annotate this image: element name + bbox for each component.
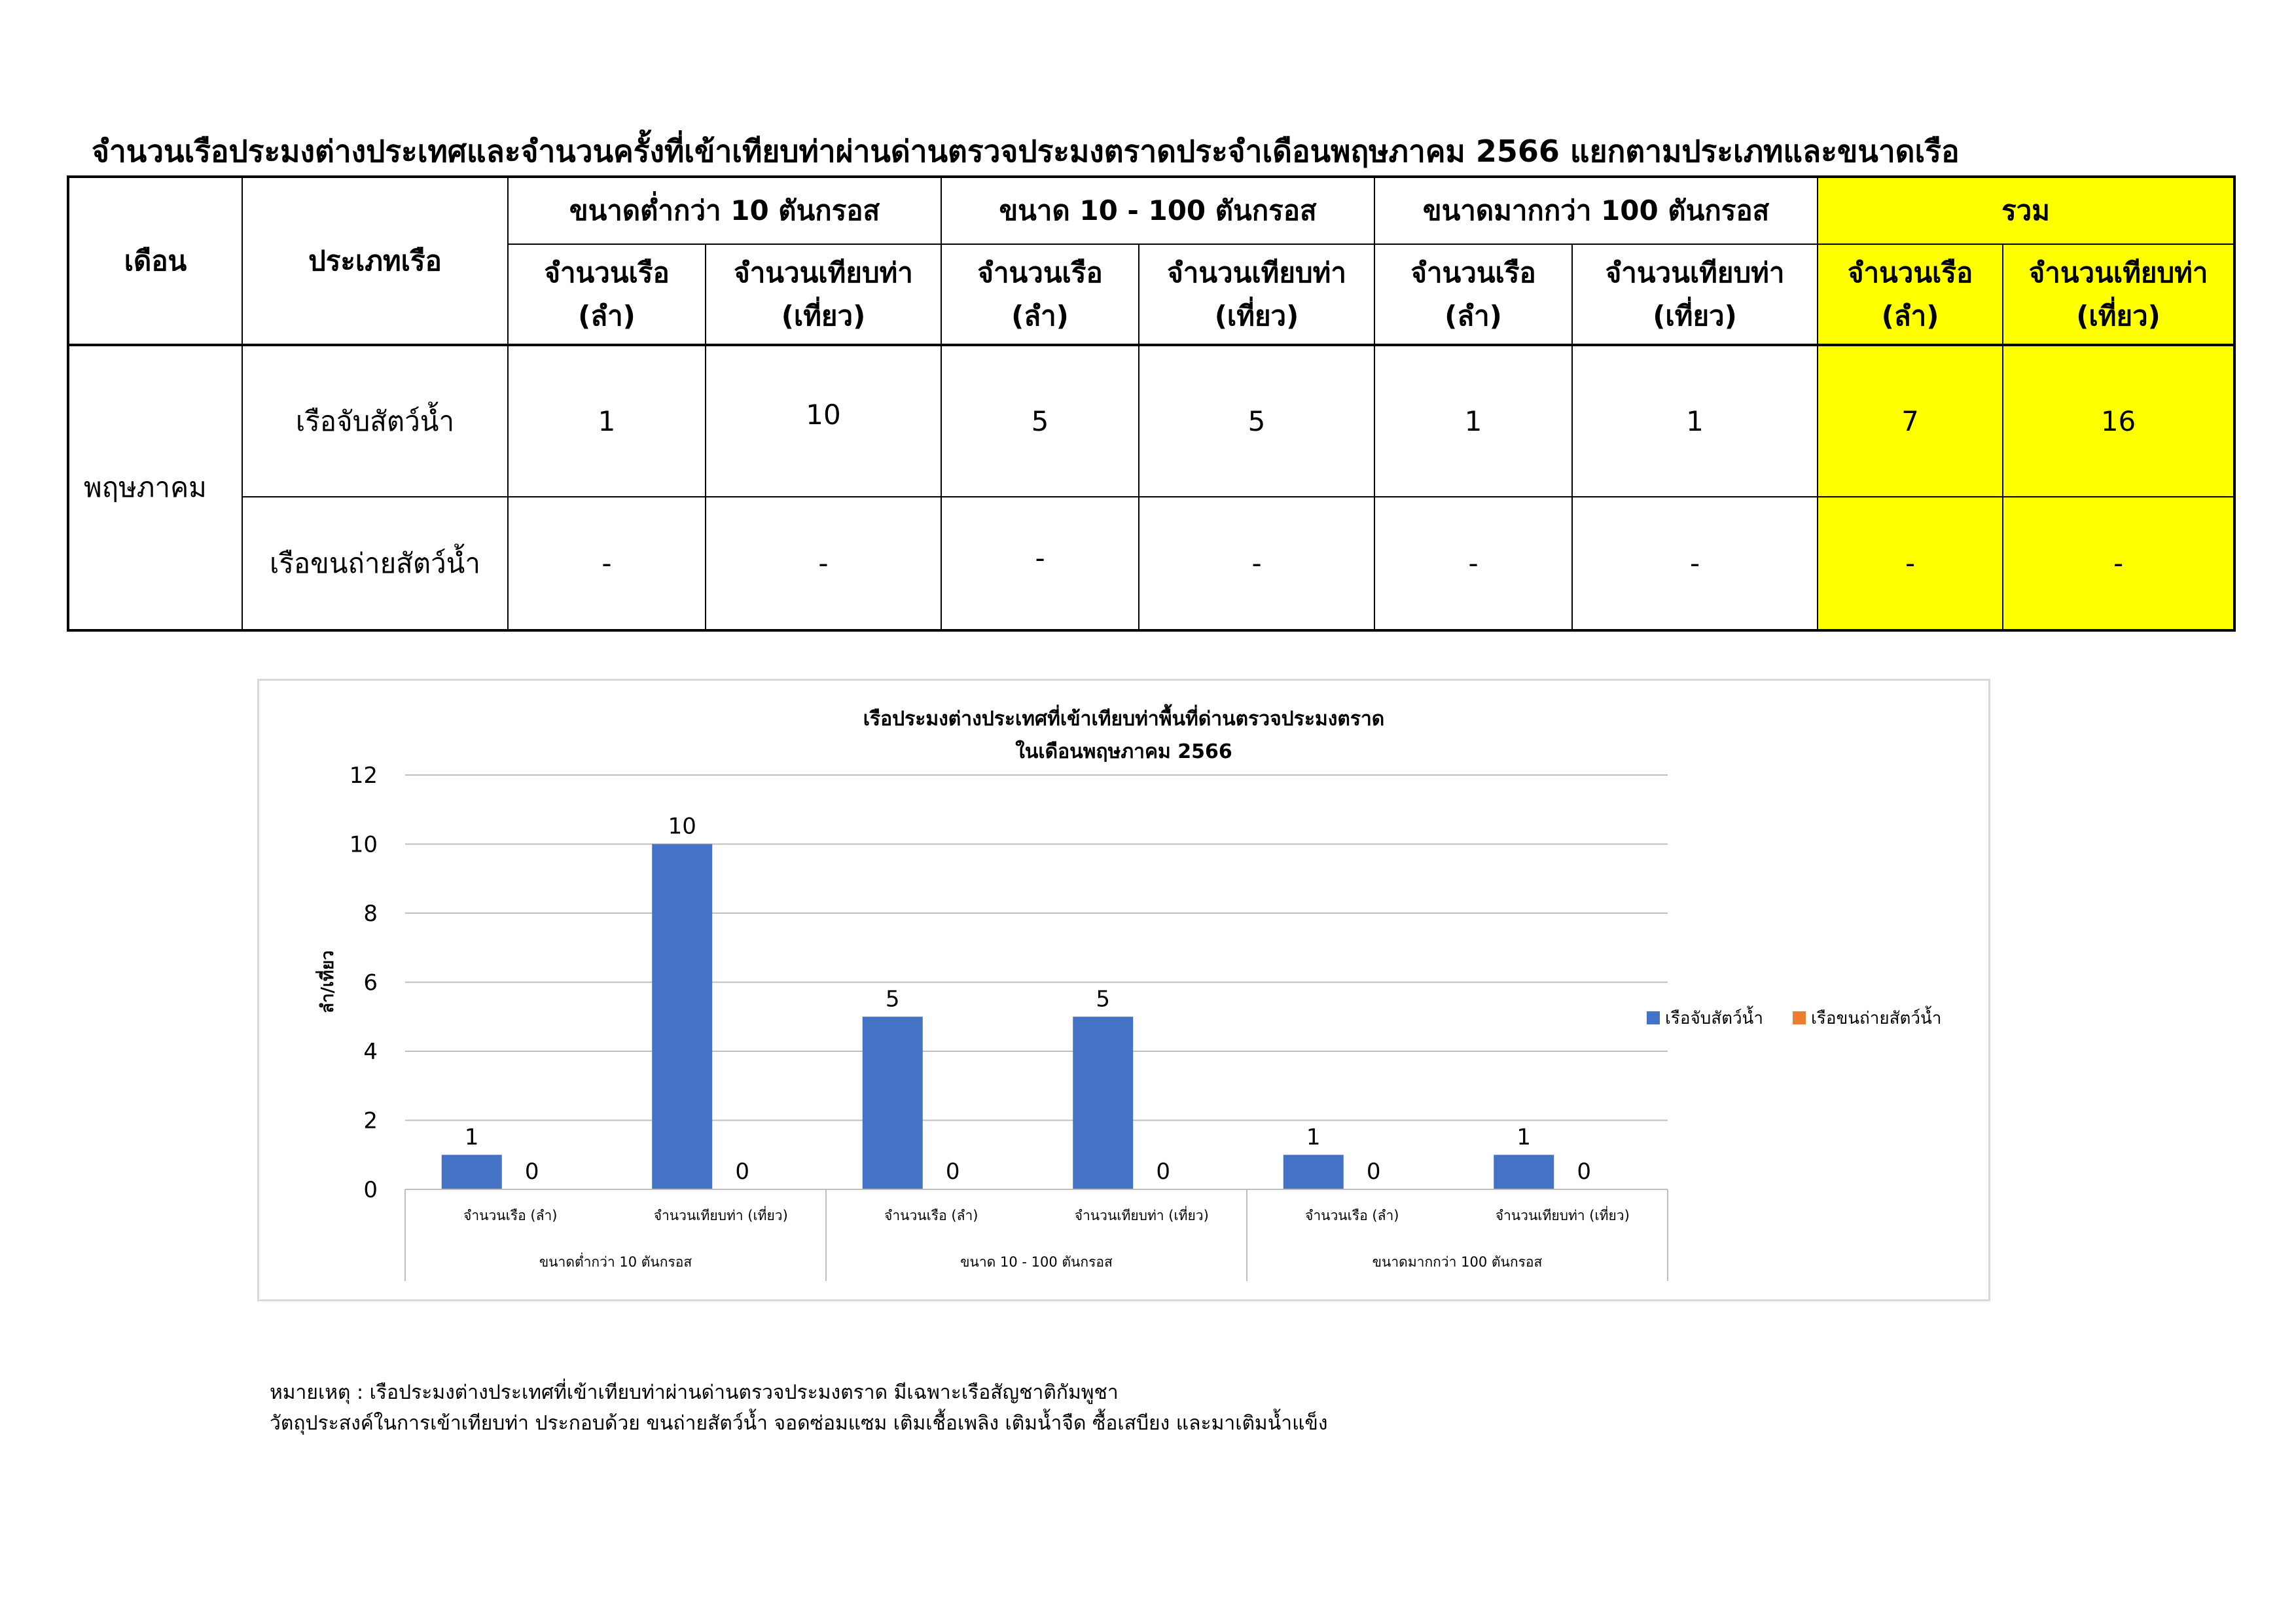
y-tick-label: 0 [363, 1177, 378, 1203]
data-label: 0 [1366, 1159, 1381, 1185]
value-cell: - [1572, 497, 1818, 630]
x-tick-label: จำนวนเรือ (ลำ) [1305, 1208, 1399, 1223]
value-cell: 1 [1374, 345, 1572, 497]
data-label: 5 [885, 986, 900, 1013]
header-trips [1139, 244, 1374, 345]
data-label: 1 [1516, 1124, 1532, 1151]
footnote-line-2: วัตถุประสงค์ในการเข้าเทียบท่า ประกอบด้วย ขนถ่ายสัตว์น้ำ จอดซ่อมแซม เติมเชื้อเพลิง เติมน้ำจืด ซื้อเสบียง และมาเติมน้ำแข็ง [270, 1411, 1328, 1435]
data-label: 0 [1156, 1159, 1171, 1185]
header-boats-unit: (ลำ) [578, 299, 636, 332]
value-cell: 5 [1139, 345, 1374, 497]
value-cell: - [941, 497, 1139, 630]
x-tick-label: จำนวนเรือ (ลำ) [884, 1208, 978, 1223]
table-row [68, 497, 2234, 630]
footnote-line-1: หมายเหตุ : เรือประมงต่างประเทศที่เข้าเทียบท่าผ่านด่านตรวจประมงตราด มีเฉพาะเรือสัญชาติกัมพูชา [270, 1381, 1119, 1404]
header-trips-unit: (เที่ยว) [1653, 299, 1737, 332]
header-boats-label: จำนวนเรือ [544, 257, 670, 289]
y-tick-label: 6 [363, 969, 378, 996]
chart-title: เรือประมงต่างประเทศที่เข้าเทียบท่าพื้นที่ด่านตรวจประมงตราด [863, 708, 1385, 731]
bar-fishing [1283, 1155, 1344, 1189]
header-boats-unit: (ลำ) [1011, 299, 1069, 332]
legend-label: เรือจับสัตว์น้ำ [1665, 1009, 1763, 1028]
chart-frame [257, 679, 1990, 1301]
value-cell: 5 [941, 345, 1139, 497]
bar-fishing [1494, 1155, 1554, 1189]
total-value-cell: - [1818, 497, 2003, 630]
data-label: 1 [464, 1124, 479, 1151]
header-trips-label: จำนวนเทียบท่า [1605, 257, 1785, 289]
y-tick-label: 8 [363, 901, 378, 927]
page-title: จำนวนเรือประมงต่างประเทศและจำนวนครั้งที่เข้าเทียบท่าผ่านด่านตรวจประมงตราดประจำเดือนพฤษภาคม 2566 แยกตามประเภทและขนาดเรือ [92, 134, 1960, 169]
data-label: 0 [735, 1159, 750, 1185]
data-label: 0 [524, 1159, 539, 1185]
header-boats-unit: (ลำ) [1444, 299, 1502, 332]
header-group-10-100: ขนาด 10 - 100 ตันกรอส [941, 177, 1374, 244]
header-boats-label: จำนวนเรือ [1847, 257, 1973, 289]
x-tick-label: จำนวนเทียบท่า (เที่ยว) [653, 1208, 788, 1223]
bar-chart [259, 681, 1988, 1299]
value-cell: 10 [706, 345, 941, 497]
header-total-boats [1818, 244, 2003, 345]
boat-type-cell: เรือจับสัตว์น้ำ [242, 345, 508, 497]
month-cell: พฤษภาคม [68, 345, 242, 630]
x-group-label: ขนาดต่ำกว่า 10 ตันกรอส [539, 1254, 692, 1270]
header-group-under-10: ขนาดต่ำกว่า 10 ตันกรอส [508, 177, 941, 244]
x-group-label: ขนาดมากกว่า 100 ตันกรอส [1372, 1254, 1543, 1270]
header-trips-label: จำนวนเทียบท่า [1167, 257, 1346, 289]
bar-fishing [863, 1017, 923, 1189]
x-tick-label: จำนวนเทียบท่า (เที่ยว) [1074, 1208, 1209, 1223]
value-cell: - [1374, 497, 1572, 630]
x-group-label: ขนาด 10 - 100 ตันกรอส [960, 1254, 1113, 1270]
header-boats [508, 244, 706, 345]
header-boats-unit: (ลำ) [1881, 299, 1939, 332]
total-value-cell: 7 [1818, 345, 2003, 497]
boat-type-cell: เรือขนถ่ายสัตว์น้ำ [242, 497, 508, 630]
header-trips-unit: (เที่ยว) [2076, 299, 2161, 332]
data-label: 1 [1306, 1124, 1321, 1151]
header-month: เดือน [68, 177, 242, 345]
y-tick-label: 4 [363, 1039, 378, 1065]
legend-label: เรือขนถ่ายสัตว์น้ำ [1811, 1009, 1942, 1028]
data-label: 0 [945, 1159, 960, 1185]
total-value-cell: - [2003, 497, 2234, 630]
y-tick-label: 12 [349, 763, 378, 789]
value-cell: - [706, 497, 941, 630]
y-tick-label: 2 [363, 1108, 378, 1134]
value-cell: - [1139, 497, 1374, 630]
x-tick-label: จำนวนเทียบท่า (เที่ยว) [1495, 1208, 1630, 1223]
chart-subtitle: ในเดือนพฤษภาคม 2566 [1015, 740, 1232, 763]
data-label: 0 [1577, 1159, 1592, 1185]
table-row [68, 345, 2234, 497]
footnote [270, 1378, 1328, 1439]
value-cell: - [508, 497, 706, 630]
header-group-total: รวม [1818, 177, 2234, 244]
total-value-cell: 16 [2003, 345, 2234, 497]
value-cell: 1 [1572, 345, 1818, 497]
header-boats [1374, 244, 1572, 345]
summary-table [67, 175, 2236, 632]
header-boats [941, 244, 1139, 345]
header-boats-label: จำนวนเรือ [1410, 257, 1536, 289]
legend-swatch [1793, 1011, 1806, 1024]
header-trips-unit: (เที่ยว) [781, 299, 866, 332]
header-group-over-100: ขนาดมากกว่า 100 ตันกรอส [1374, 177, 1818, 244]
x-tick-label: จำนวนเรือ (ลำ) [463, 1208, 558, 1223]
bar-fishing [1073, 1017, 1133, 1189]
header-trips [1572, 244, 1818, 345]
header-trips [706, 244, 941, 345]
header-trips-label: จำนวนเทียบท่า [2028, 257, 2208, 289]
y-tick-label: 10 [349, 831, 378, 858]
header-trips-unit: (เที่ยว) [1214, 299, 1299, 332]
header-boat-type: ประเภทเรือ [242, 177, 508, 345]
header-trips-label: จำนวนเทียบท่า [734, 257, 913, 289]
header-boats-label: จำนวนเรือ [977, 257, 1103, 289]
header-total-trips [2003, 244, 2234, 345]
value-cell: 1 [508, 345, 706, 497]
data-label: 5 [1096, 986, 1111, 1013]
bar-fishing [652, 844, 712, 1190]
y-axis-label: ลำ/เที่ยว [318, 950, 338, 1013]
data-label: 10 [668, 813, 696, 840]
bar-fishing [442, 1155, 502, 1189]
legend-swatch [1647, 1011, 1660, 1024]
